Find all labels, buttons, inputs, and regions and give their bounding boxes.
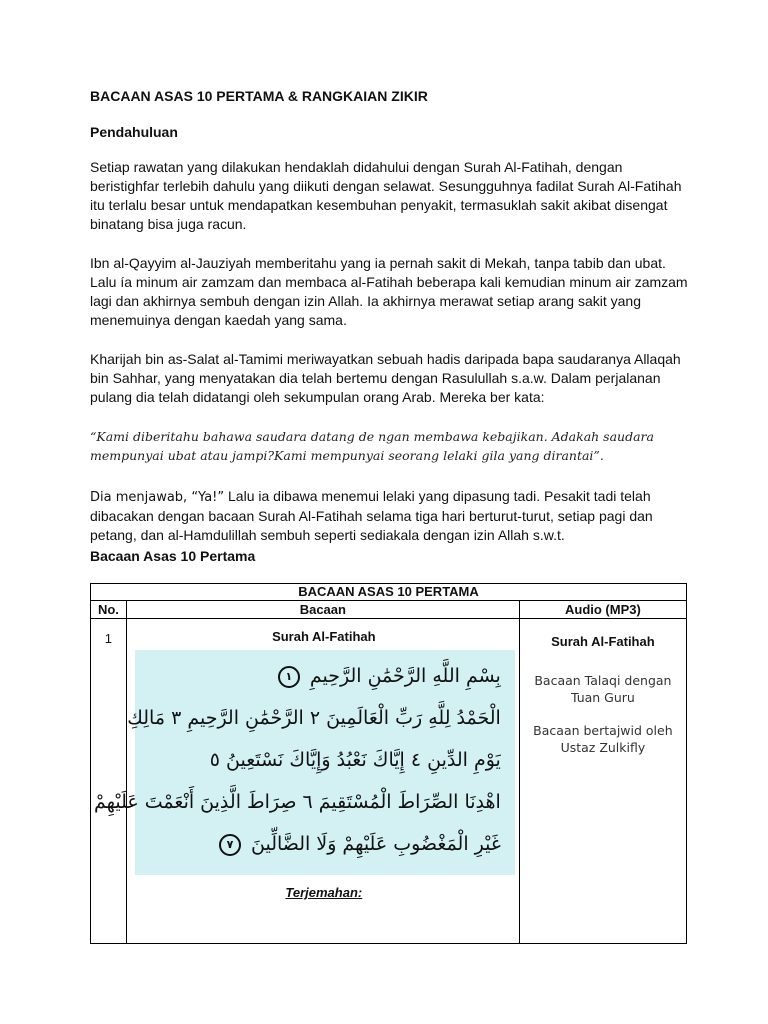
table-title: BACAAN ASAS 10 PERTAMA [91, 584, 687, 601]
intro-heading: Pendahuluan [90, 124, 178, 140]
bacaan-cell [93, 619, 519, 944]
document-body [90, 88, 690, 565]
paragraph-reply [90, 487, 690, 545]
ayah-line: بِسْمِ اللَّهِ الرَّحْمَٰنِ الرَّحِيمِ ١ [274, 662, 501, 690]
column-header-no: No. [91, 601, 127, 619]
reply-rest: Lalu ia dibawa menemui lelaki yang dipasung tadi. Pesakit tadi telah dibacakan dengan bacaan Surah Al-Fatihah selama tiga hari berturut-turut, setiap pagi dan petang, dan al-Hamdulillah sembuh seperti sediakala dengan izin Allah s.w.t. [90, 488, 653, 543]
ayah-line: غَيْرِ الْمَغْضُوبِ عَلَيْهِمْ وَلَا الضَّالِّينَ ٧ [215, 830, 501, 858]
document-title: BACAAN ASAS 10 PERTAMA & RANGKAIAN ZIKIR [90, 88, 428, 104]
ayah-line: الْحَمْدُ لِلَّهِ رَبِّ الْعَالَمِينَ ٢ الرَّحْمَٰنِ الرَّحِيمِ ٣ مَالِكِ [127, 707, 501, 729]
arabic-text-image [93, 650, 515, 875]
table-section-heading: Bacaan Asas 10 Pertama [90, 548, 256, 564]
ayah-number-marker: ١ [278, 666, 300, 688]
audio-cell [519, 619, 686, 944]
surah-title: Surah Al-Fatihah [272, 629, 376, 644]
audio-title: Surah Al-Fatihah [551, 634, 655, 649]
bacaan-table [90, 583, 687, 944]
ayah-line: يَوْمِ الدِّينِ ٤ إِيَّاكَ نَعْبُدُ وَإِيَّاكَ نَسْتَعِينُ ٥ [209, 749, 501, 771]
paragraph-kharijah: Kharijah bin as-Salat al-Tamimi meriwayatkan sebuah hadis daripada bapa saudaranya Allaqah bin Sahhar, yang menyatakan dia telah bertemu dengan Rasulullah s.a.w. Dalam perjalanan pulang dia telah didatangi oleh sekumpulan orang Arab. Mereka ber kata: [90, 351, 681, 405]
audio-link-bertajwid[interactable]: Bacaan bertajwid oleh Ustaz Zulkifly [533, 723, 673, 755]
hadith-quote: “Kami diberitahu bahawa saudara datang de ngan membawa kebajikan. Adakah saudara mempunyai ubat atau jampi?Kami mempunyai seorang lelaki gila yang dirantai”. [90, 429, 654, 463]
ayah-number-marker: ٧ [219, 834, 241, 856]
column-header-bacaan: Bacaan [126, 601, 519, 619]
paragraph-ibn-qayyim: Ibn al-Qayyim al-Jauziyah memberitahu yang ia pernah sakit di Mekah, tanpa tabib dan ubat. Lalu ía minum air zamzam dan membaca al-Fatihah beberapa kali kemudian minum air zamzam lagi dan akhirnya sembuh dengan izin Allah. Ia akhirnya merawat setiap arang sakit yang menemuinya dengan kaedah yang sama. [90, 255, 688, 328]
audio-link-talaqi[interactable]: Bacaan Talaqi dengan Tuan Guru [534, 673, 672, 705]
column-header-audio: Audio (MP3) [519, 601, 686, 619]
paragraph-fatihah: Setiap rawatan yang dilakukan hendaklah didahului dengan Surah Al-Fatihah, dengan beristighfar terlebih dahulu yang diikuti dengan selawat. Sesungguhnya fadilat Surah Al-Fatihah itu terlalu besar untuk mendapatkan kesembuhan penyakit, termasuklah sakit akibat disengat binatang bisa juga racun. [90, 159, 682, 232]
translation-label: Terjemahan: [285, 885, 363, 900]
reply-lead: Dia menjawab, “Ya!” [90, 490, 225, 505]
row-number: 1 [91, 619, 127, 944]
ayah-line: اهْدِنَا الصِّرَاطَ الْمُسْتَقِيمَ ٦ صِرَاطَ الَّذِينَ أَنْعَمْتَ عَلَيْهِمْ [93, 791, 501, 813]
table-row [91, 619, 687, 944]
